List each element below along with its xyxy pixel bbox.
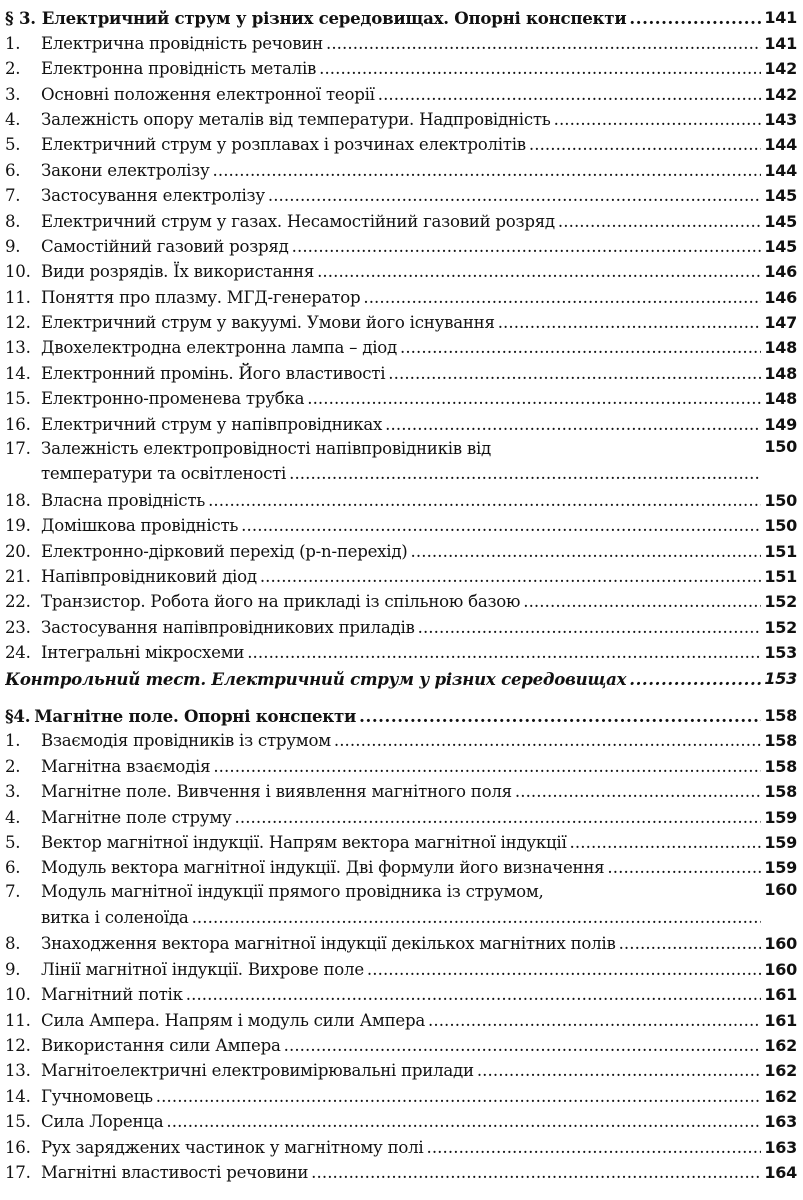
page-number: 150 <box>764 436 797 456</box>
entry-number: 5. <box>5 832 21 852</box>
page-number: 148 <box>764 389 797 409</box>
entry-title: Магнітний потік <box>41 985 183 1005</box>
toc-entry <box>5 258 797 283</box>
toc-entry <box>5 1159 797 1184</box>
test-entry <box>5 664 797 689</box>
toc-entry <box>5 1133 797 1158</box>
page-number: 159 <box>764 832 797 852</box>
dot-leader <box>292 236 762 258</box>
section-title: Магнітне поле. Опорні конспекти <box>34 705 357 726</box>
toc-entry <box>5 156 797 181</box>
page-number: 146 <box>764 287 797 307</box>
entry-number: 10. <box>5 262 31 282</box>
entry-title: Електрична провідність речовин <box>41 33 323 53</box>
dot-leader <box>156 1086 762 1108</box>
entry-title: Поняття про плазму. МГД-генератор <box>41 287 361 307</box>
toc-entry <box>5 955 797 980</box>
entry-title: Електронна провідність металів <box>41 59 317 79</box>
toc-entry <box>5 537 797 562</box>
page-number: 143 <box>764 109 797 129</box>
dot-leader <box>241 515 761 537</box>
dot-leader <box>385 414 761 436</box>
toc-entry <box>5 778 797 803</box>
page-number: 142 <box>764 84 797 104</box>
toc-entry <box>5 131 797 156</box>
dot-leader <box>235 807 762 829</box>
dot-leader <box>367 959 761 981</box>
dot-leader <box>619 933 762 955</box>
dot-leader <box>523 591 761 613</box>
dot-leader <box>260 566 762 588</box>
dot-leader <box>400 337 761 359</box>
dot-leader <box>334 730 761 752</box>
dot-leader <box>268 185 761 207</box>
entry-number: 9. <box>5 236 21 256</box>
page-number: 158 <box>764 782 797 802</box>
page-number: 152 <box>764 617 797 637</box>
dot-leader <box>426 1137 761 1159</box>
page-number: 153 <box>764 668 797 688</box>
toc-entry <box>5 385 797 410</box>
dot-leader <box>289 461 761 486</box>
toc-entry <box>5 359 797 384</box>
dot-leader <box>498 312 762 334</box>
entry-title: Домішкова провідність <box>41 516 239 536</box>
toc-section-3 <box>5 4 797 690</box>
entry-title: Лінії магнітної індукції. Вихрове поле <box>41 959 364 979</box>
toc-entry <box>5 1057 797 1082</box>
entry-number: 4. <box>5 807 21 827</box>
entry-title: Види розрядів. Їх використання <box>41 262 315 282</box>
page-number: 161 <box>764 1010 797 1030</box>
page-number: 158 <box>764 705 797 725</box>
toc-entry <box>5 80 797 105</box>
entry-number: 12. <box>5 313 31 333</box>
dot-leader <box>213 160 762 182</box>
toc-entry <box>5 563 797 588</box>
entry-title: Взаємодія провідників із струмом <box>41 731 331 751</box>
page-number: 148 <box>764 338 797 358</box>
entry-number: 17. <box>5 1163 31 1182</box>
test-title: Контрольний тест. Електричний струм у різних середовищах <box>5 668 627 689</box>
entry-number: 1. <box>5 731 21 751</box>
toc-entry <box>5 803 797 828</box>
dot-leader <box>515 781 761 803</box>
dot-leader <box>359 705 761 727</box>
toc-entry <box>5 334 797 359</box>
page-number: 147 <box>764 313 797 333</box>
page-number: 145 <box>764 211 797 231</box>
toc-entry <box>5 410 797 435</box>
page-number: 164 <box>764 1163 797 1182</box>
entry-title: Електричний струм у вакуумі. Умови його існування <box>41 313 495 333</box>
entry-title-line: Модуль магнітної індукції прямого провідника із струмом, <box>41 882 544 902</box>
entry-title: Модуль вектора магнітної індукції. Дві формули його визначення <box>41 858 605 878</box>
page-number: 145 <box>764 186 797 206</box>
section-number: § 3. <box>5 8 36 29</box>
toc-entry <box>5 1006 797 1031</box>
toc-entry <box>5 879 797 930</box>
entry-number: 7. <box>5 882 21 902</box>
entry-title: Електронний промінь. Його властивості <box>41 363 386 383</box>
dot-leader <box>428 1010 761 1032</box>
entry-number: 14. <box>5 363 31 383</box>
entry-title: Застосування напівпровідникових приладів <box>41 617 415 637</box>
entry-title: Транзистор. Робота його на прикладі із спільною базою <box>41 592 521 612</box>
toc-entry <box>5 639 797 664</box>
dot-leader <box>311 1162 761 1184</box>
entry-number: 20. <box>5 541 31 561</box>
entry-number: 15. <box>5 1112 31 1132</box>
dot-leader <box>629 668 761 690</box>
entry-number: 19. <box>5 516 31 536</box>
page-number: 163 <box>764 1137 797 1157</box>
toc-entry <box>5 829 797 854</box>
entry-number: 13. <box>5 338 31 358</box>
entry-title: Закони електролізу <box>41 160 210 180</box>
dot-leader <box>607 857 761 879</box>
entry-number: 6. <box>5 160 21 180</box>
toc-entry <box>5 1032 797 1057</box>
dot-leader <box>208 490 761 512</box>
page-number: 163 <box>764 1112 797 1132</box>
entry-number: 18. <box>5 490 31 510</box>
entry-number: 7. <box>5 186 21 206</box>
entry-number: 2. <box>5 59 21 79</box>
entry-title: Магнітне поле струму <box>41 807 232 827</box>
page-number: 160 <box>764 880 797 900</box>
entry-title: Напівпровідниковий діод <box>41 567 257 586</box>
toc-section-4 <box>5 702 797 1184</box>
toc-entry <box>5 752 797 777</box>
page-number: 146 <box>764 262 797 282</box>
dot-leader <box>247 642 761 664</box>
toc-entry <box>5 106 797 131</box>
entry-title-line: температури та освітленості <box>41 464 287 484</box>
entry-title: Сила Лоренца <box>41 1112 164 1132</box>
toc-entry <box>5 436 797 487</box>
page-number: 151 <box>764 541 797 561</box>
entry-title: Використання сили Ампера <box>41 1036 281 1056</box>
entry-number: 15. <box>5 389 31 409</box>
dot-leader <box>411 541 762 563</box>
section-title: Електричний струм у різних середовищах. Опорні конспекти <box>41 8 627 29</box>
toc-entry <box>5 486 797 511</box>
section-number: §4. <box>5 705 31 726</box>
entry-title: Власна провідність <box>41 490 206 510</box>
entry-title: Знаходження вектора магнітної індукції декількох магнітних полів <box>41 934 616 954</box>
entry-number: 3. <box>5 84 21 104</box>
dot-leader <box>307 388 761 410</box>
entry-title: Залежність опору металів від температури. Надпровідність <box>41 109 551 129</box>
toc-entry <box>5 29 797 54</box>
page-number: 150 <box>764 490 797 510</box>
page-number: 160 <box>764 959 797 979</box>
entry-number: 10. <box>5 985 31 1005</box>
dot-leader <box>529 134 761 156</box>
dot-leader <box>388 363 761 385</box>
entry-number: 24. <box>5 643 31 663</box>
entry-title: Електронно-дірковий перехід (p-n-перехід) <box>41 541 408 561</box>
entry-number: 1. <box>5 33 21 53</box>
entry-number: 22. <box>5 592 31 612</box>
dot-leader <box>477 1060 762 1082</box>
page-number: 151 <box>764 567 797 586</box>
entry-title: Магнітне поле. Вивчення і виявлення магнітного поля <box>41 782 512 802</box>
toc-entry <box>5 512 797 537</box>
section-header <box>5 4 797 29</box>
toc-entry <box>5 588 797 613</box>
entry-number: 13. <box>5 1061 31 1081</box>
page-number: 150 <box>764 516 797 536</box>
entry-number: 2. <box>5 756 21 776</box>
page-number: 144 <box>764 160 797 180</box>
toc-entry <box>5 207 797 232</box>
entry-title: Електричний струм у розплавах і розчинах електролітів <box>41 135 526 155</box>
entry-title: Магнітні властивості речовини <box>41 1163 309 1182</box>
entry-title-line: витка і соленоїда <box>41 907 189 927</box>
entry-number: 12. <box>5 1036 31 1056</box>
entry-title: Двохелектродна електронна лампа – діод <box>41 338 397 358</box>
entry-title: Застосування електролізу <box>41 186 265 206</box>
dot-leader <box>166 1111 761 1133</box>
dot-leader <box>570 832 762 854</box>
page-number: 144 <box>764 135 797 155</box>
entry-number: 4. <box>5 109 21 129</box>
toc-entry <box>5 930 797 955</box>
toc-entry <box>5 613 797 638</box>
dot-leader <box>558 211 761 233</box>
entry-title: Електричний струм у напівпровідниках <box>41 414 383 434</box>
page-number: 152 <box>764 592 797 612</box>
dot-leader <box>554 109 762 131</box>
page-number: 162 <box>764 1086 797 1106</box>
dot-leader <box>213 756 761 778</box>
toc-entry <box>5 981 797 1006</box>
page-number: 142 <box>764 59 797 79</box>
dot-leader <box>378 84 762 106</box>
page-number: 153 <box>764 643 797 663</box>
page-number: 141 <box>764 8 797 28</box>
page-number: 159 <box>764 858 797 878</box>
dot-leader <box>284 1035 762 1057</box>
dot-leader <box>629 7 761 29</box>
dot-leader <box>192 905 762 930</box>
page-number: 162 <box>764 1061 797 1081</box>
entry-title: Електронно-променева трубка <box>41 389 305 409</box>
page-number: 145 <box>764 236 797 256</box>
entry-number: 14. <box>5 1086 31 1106</box>
toc-entry <box>5 727 797 752</box>
dot-leader <box>186 984 762 1006</box>
entry-number: 5. <box>5 135 21 155</box>
entry-number: 8. <box>5 934 21 954</box>
page-number: 160 <box>764 934 797 954</box>
section-header <box>5 702 797 727</box>
entry-title: Самостійний газовий розряд <box>41 236 289 256</box>
dot-leader <box>363 287 761 309</box>
page-number: 149 <box>764 414 797 434</box>
page-number: 158 <box>764 756 797 776</box>
entry-number: 17. <box>5 438 31 458</box>
page-number: 141 <box>764 33 797 53</box>
entry-number: 8. <box>5 211 21 231</box>
page-number: 161 <box>764 985 797 1005</box>
toc-entry <box>5 182 797 207</box>
entry-title: Магнітна взаємодія <box>41 756 211 776</box>
toc-entry <box>5 283 797 308</box>
toc-entry <box>5 233 797 258</box>
entry-number: 11. <box>5 287 31 307</box>
entry-title-line: Залежність електропровідності напівпровідників від <box>41 438 491 458</box>
dot-leader <box>326 33 761 55</box>
toc-entry <box>5 1082 797 1107</box>
page-number: 148 <box>764 363 797 383</box>
toc-entry <box>5 55 797 80</box>
entry-title: Рух заряджених частинок у магнітному полі <box>41 1137 424 1157</box>
page-number: 158 <box>764 731 797 751</box>
entry-title: Сила Ампера. Напрям і модуль сили Ампера <box>41 1010 425 1030</box>
toc-entry <box>5 309 797 334</box>
entry-title: Вектор магнітної індукції. Напрям вектора магнітної індукції <box>41 832 567 852</box>
entry-number: 16. <box>5 1137 31 1157</box>
page-number: 162 <box>764 1036 797 1056</box>
entry-number: 11. <box>5 1010 31 1030</box>
entry-number: 9. <box>5 959 21 979</box>
dot-leader <box>317 261 761 283</box>
entry-title: Інтегральні мікросхеми <box>41 643 245 663</box>
dot-leader <box>319 58 761 80</box>
page-number: 159 <box>764 807 797 827</box>
dot-leader <box>418 617 762 639</box>
entry-number: 23. <box>5 617 31 637</box>
entry-number: 3. <box>5 782 21 802</box>
toc-entry <box>5 854 797 879</box>
entry-number: 16. <box>5 414 31 434</box>
entry-number: 21. <box>5 567 31 586</box>
entry-title: Магнітоелектричні електровимірювальні прилади <box>41 1061 474 1081</box>
toc-entry <box>5 1108 797 1133</box>
entry-title: Гучномовець <box>41 1086 153 1106</box>
entry-number: 6. <box>5 858 21 878</box>
entry-title: Електричний струм у газах. Несамостійний газовий розряд <box>41 211 555 231</box>
entry-title: Основні положення електронної теорії <box>41 84 375 104</box>
